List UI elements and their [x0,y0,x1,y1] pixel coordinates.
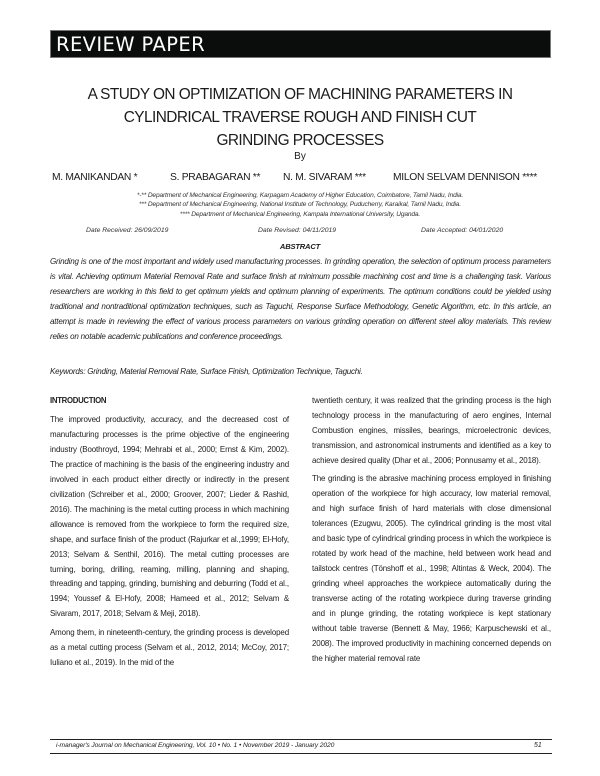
body-paragraph: twentieth century, it was realized that the grinding process is the high technology process in the manufacturing of aero engines, Internal Combustion engines, missiles, bearings, microelectronic devices, transmission, and astronomical instruments and identified as a key to achieve desired quality (Dhar et al., 2006; Ponnusamy et al., 2018). [312,396,551,465]
affiliations [0,191,600,219]
keywords: Keywords: Grinding, Material Removal Rate, Surface Finish, Optimization Technique, Taguchi. [50,367,363,376]
affiliation-line: **** Department of Mechanical Engineering, Kampala International University, Uganda. [179,210,421,218]
body-paragraph: The grinding is the abrasive machining process employed in finishing operation of the workpiece for high accuracy, low material removal, and high surface finish of hard materials with close dimensional tolerances (Ezugwu, 2005). The cylindrical grinding is the most vital and basic type of cylindrical grinding process in which the workpiece is rotated by work head of the machine, held between work head and tailstock centres (Tönshoff et al., 1998; Altintas & Weck, 2004). The grinding wheel approaches the workpiece automatically during the transverse acting of the rotating workpiece during traverse grinding and in plunge grinding, the rotating workpiece is kept stationary without table traverse (Bennett & May, 1966; Karpuschewski et al., 2008). The improved productivity in machining concerned depends on the higher material removal rate [312,474,551,663]
abstract-heading: ABSTRACT [279,242,321,251]
author-list [52,172,552,186]
date-revised: Date Revised: 04/11/2019 [258,227,337,234]
article-dates [0,227,600,237]
abstract-text: Grinding is one of the most important and widely used manufacturing processes. In grinding operation, the selection of optimum process parameters is vital. Achieving optimum Material Removal Rate and surface finish at minimum possible machining cost and time is a challenging task. Various researchers are working in this field to get optimum yields and optimum planning of experiments. The optimum conditions could be yielded using traditional and nontraditional optimization techniques, such as Taguchi, Response Surface Methodology, Genetic Algorithm, etc. In this article, an attempt is made in reviewing the effect of various process parameters on various grinding operation on different steel alloy materials. This review relies on notable academic publications and conference proceedings. [50,257,551,342]
affiliation-line: *-** Department of Mechanical Engineering, Karpagam Academy of Higher Education, Coimbatore, Tamil Nadu, India. [136,192,464,199]
body-paragraph: The improved productivity, accuracy, and the decreased cost of manufacturing processes is the prime objective of the engineering industry (Boothroyd, 1994; Mehrabi et al., 2000; Ernst & Kim, 2002). The practice of machining is the basis of the engineering industry and involved in each product either directly or indirectly in the present civilization (Schreiber et al., 2000; Groover, 2007; Lieder & Rashid, 2016). The machining is the metal cutting process in which machining allowance is removed from the workpiece to form the required size, shape, and surface finish of the product (Rajurkar et al.,1999; El-Hofy, 2013; Selvam & Senthil, 2016). The metal cutting processes are turning, boring, drilling, reaming, milling, planning and shaping, threading and tapping, grinding, burnishing and deburring (Todd et al., 1994; Youssef & El-Hofy, 2008; Hameed et al., 2012; Selvam & Sivaram, 2017, 2018; Selvam & Meji, 2018). [50,415,289,619]
author-name: MILON SELVAM DENNISON **** [393,172,538,183]
article-title [40,83,560,152]
body-column-left [50,394,289,674]
body-column-right [312,394,551,670]
date-received: Date Received: 26/09/2019 [86,227,169,234]
title-line: GRINDING PROCESSES [216,132,384,149]
affiliation-line: *** Department of Mechanical Engineering, National Institute of Technology, Puducherry, Karaikal, Tamil Nadu, India. [139,201,461,209]
author-name: M. MANIKANDAN * [52,172,138,183]
author-name: N. M. SIVARAM *** [283,172,366,183]
section-label: REVIEW PAPER [56,33,206,56]
page-number: 51 [534,742,542,749]
title-line: A STUDY ON OPTIMIZATION OF MACHINING PARAMETERS IN [87,86,513,103]
date-accepted: Date Accepted: 04/01/2020 [421,227,504,234]
journal-citation: i-manager's Journal on Mechanical Engineering, Vol. 10 • No. 1 • November 2019 - January 2020 [56,742,335,749]
section-label-bar [50,30,551,58]
title-line: CYLINDRICAL TRAVERSE ROUGH AND FINISH CUT [123,109,477,126]
by-label: By [294,151,306,162]
section-heading-introduction: INTRODUCTION [50,396,107,405]
author-name: S. PRABAGARAN ** [170,172,261,183]
footer-rule-top [50,739,552,740]
footer-rule-bottom [50,753,552,754]
body-paragraph: Among them, in nineteenth-century, the grinding process is developed as a metal cutting process (Selvam et al., 2012, 2014; McCoy, 2017; Iuliano et al., 2019). In the mid of the [50,627,289,667]
